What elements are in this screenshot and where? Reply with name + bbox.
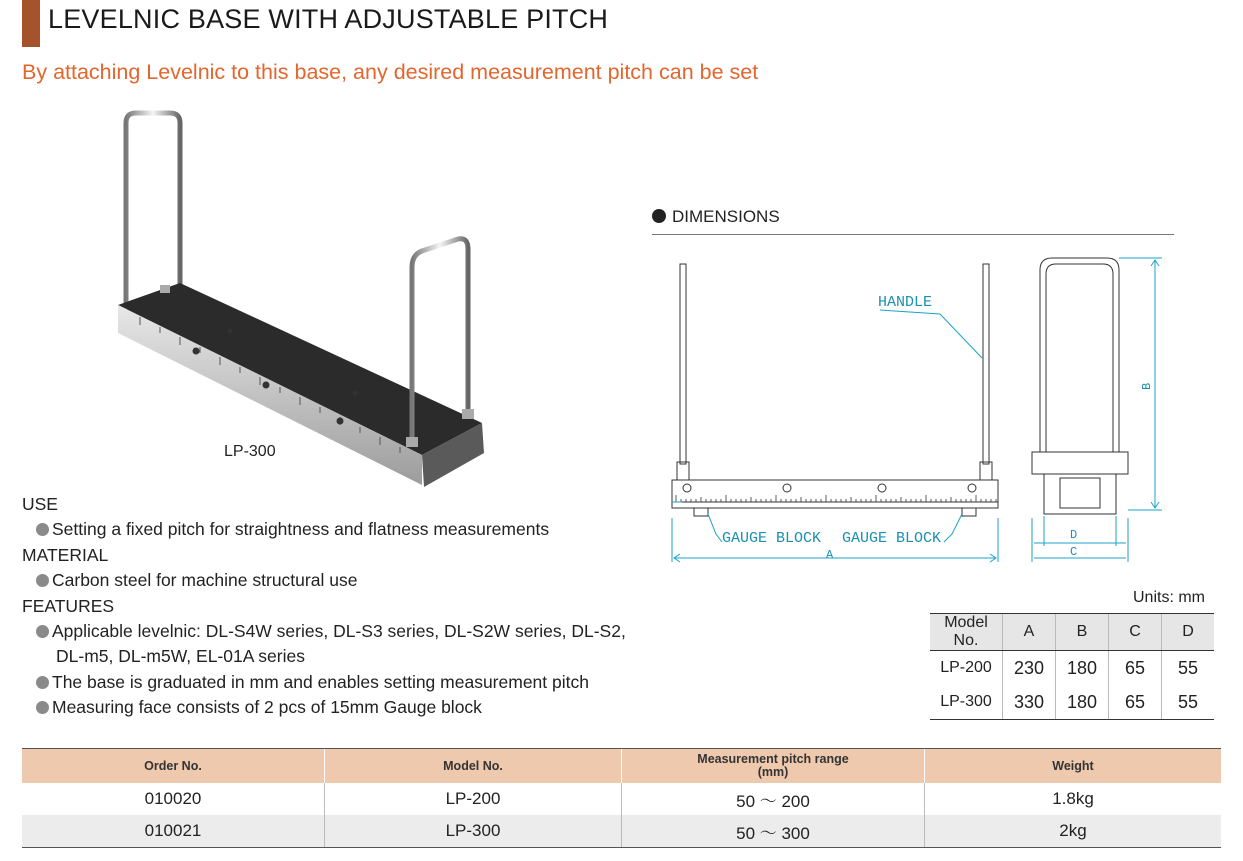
material-item (22, 568, 626, 593)
bullet-dot-icon (36, 625, 49, 638)
cell-model-no: LP-300 (325, 815, 622, 848)
cell-order-no: 010020 (144, 789, 202, 808)
use-heading: USE (22, 494, 58, 514)
cell-model: LP-200 (940, 659, 992, 676)
dimension-table (930, 613, 1214, 720)
spec-list (22, 492, 626, 721)
gauge-block-left-label: GAUGE BLOCK (722, 530, 822, 547)
page-title: LEVELNIC BASE WITH ADJUSTABLE PITCH (48, 4, 609, 34)
cell-c: 65 (1109, 685, 1162, 720)
cell-weight: 2kg (925, 815, 1222, 848)
dimension-drawing (652, 240, 1212, 580)
dimensions-divider (652, 234, 1174, 235)
handle-label: HANDLE (878, 294, 933, 311)
cell-pitch-range: 50 ～ 200 (622, 783, 925, 815)
features-heading: FEATURES (22, 595, 115, 616)
cell-c: 65 (1109, 651, 1162, 686)
cell-weight: 1.8kg (925, 783, 1222, 815)
features-item-2-text: The base is graduated in mm and enables setting measurement pitch (52, 671, 589, 692)
cell-a: 230 (1003, 651, 1056, 686)
units-note: Units: mm (1133, 589, 1205, 606)
table-row (930, 685, 1214, 720)
dim-a-label: A (826, 548, 834, 562)
cell-model-no: LP-200 (325, 783, 622, 815)
order-table-header (22, 749, 1221, 784)
features-item-1-text: Applicable levelnic: DL-S4W series, DL-S3 series, DL-S2W series, DL-S2, (52, 621, 626, 642)
page-subtitle: By attaching Levelnic to this base, any desired measurement pitch can be set (22, 60, 759, 84)
dimensions-heading (652, 207, 780, 227)
dimension-table-header (930, 614, 1214, 651)
cell-order-no: 010021 (22, 815, 325, 848)
features-item-1 (22, 619, 626, 644)
cell-pitch-range: 50 ～ 300 (622, 815, 925, 848)
material-heading: MATERIAL (22, 544, 109, 565)
bullet-dot-icon (652, 209, 666, 223)
photo-caption: LP-300 (224, 443, 276, 460)
header-weight: Weight (925, 749, 1222, 784)
cell-d: 55 (1162, 651, 1215, 686)
table-row (22, 815, 1221, 848)
bullet-dot-icon (36, 676, 49, 689)
cell-model: LP-300 (930, 685, 1003, 720)
table-row (22, 783, 1221, 815)
cell-d: 55 (1162, 685, 1215, 720)
product-photo (100, 105, 500, 490)
features-item-3 (22, 695, 626, 720)
header-order-no: Order No. (22, 749, 325, 784)
header-b: B (1056, 614, 1109, 651)
dimensions-heading-label: DIMENSIONS (672, 207, 780, 226)
gauge-block-right-label: GAUGE BLOCK (842, 530, 942, 547)
table-row (930, 651, 1214, 686)
features-item-3-text: Measuring face consists of 2 pcs of 15mm Gauge block (52, 697, 482, 718)
use-item-text: Setting a fixed pitch for straightness and flatness measurements (52, 519, 550, 540)
dim-b-label: B (1140, 382, 1154, 390)
cell-a: 330 (1003, 685, 1056, 720)
header-pitch-range-unit: (mm) (757, 765, 789, 779)
header-a: A (1003, 614, 1056, 651)
dim-c-label: C (1070, 545, 1078, 559)
order-table (22, 748, 1221, 848)
use-item (22, 517, 626, 542)
dim-d-label: D (1070, 528, 1078, 542)
bullet-dot-icon (36, 701, 49, 714)
cell-b: 180 (1056, 651, 1109, 686)
header-pitch-range (622, 749, 925, 784)
title-accent-bar (22, 0, 40, 47)
header-model-no: Model No. (325, 749, 622, 784)
header-model-no: Model No. (930, 614, 1003, 651)
features-item-2 (22, 670, 626, 695)
header-pitch-range-label: Measurement pitch range (697, 752, 849, 766)
cell-b: 180 (1056, 685, 1109, 720)
header-d: D (1162, 614, 1215, 651)
material-item-text: Carbon steel for machine structural use (52, 570, 358, 591)
header-c: C (1109, 614, 1162, 651)
features-item-1-continuation: DL-m5, DL-m5W, EL-01A series (56, 646, 305, 667)
bullet-dot-icon (36, 523, 49, 536)
bullet-dot-icon (36, 574, 49, 587)
